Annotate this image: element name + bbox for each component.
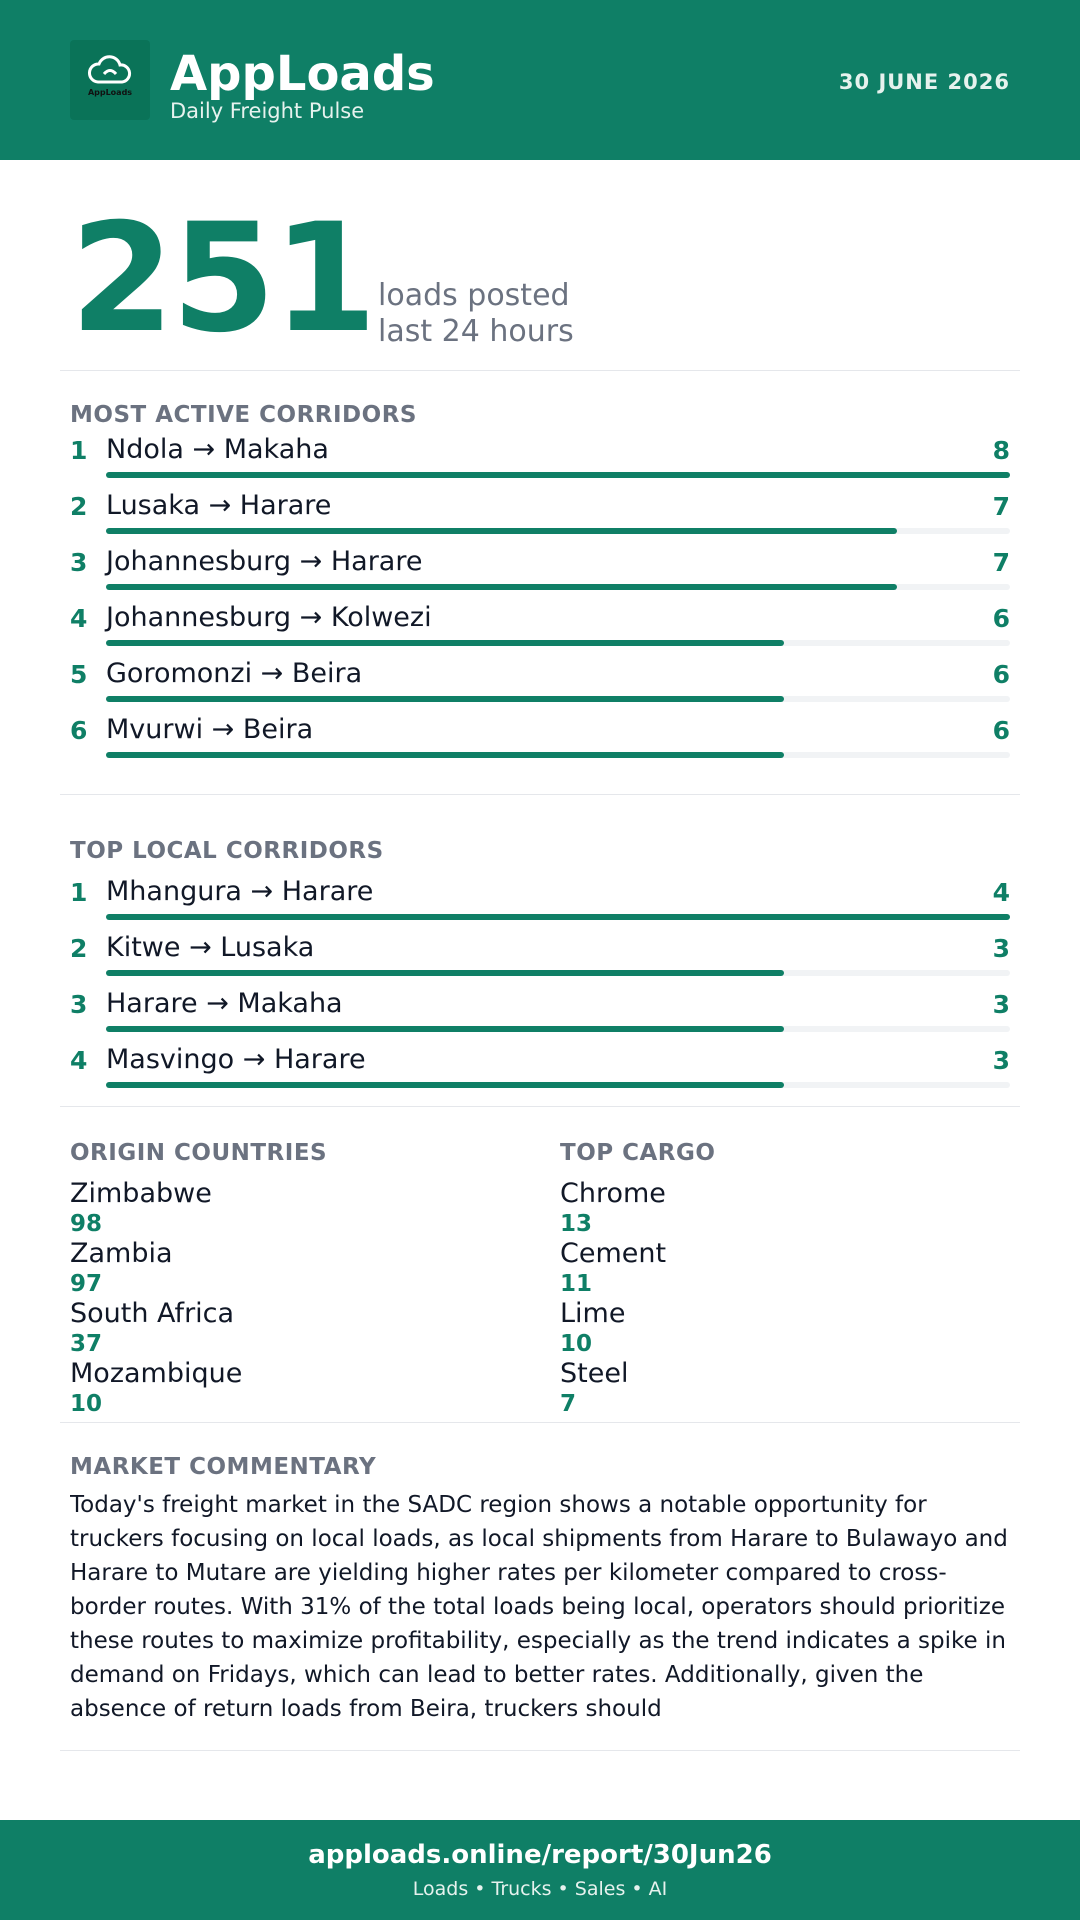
corridor-rank: 1 [70,878,88,907]
stat-value: 37 [70,1331,103,1357]
stat-name: Zambia [70,1238,173,1269]
stat-name: Lime [560,1298,626,1329]
corridor-bar [106,528,897,534]
corridor-bar-track [106,584,1010,590]
corridor-count: 7 [992,548,1010,577]
corridor-row [70,436,1010,492]
corridor-rank: 3 [70,548,88,577]
loads-caption-line1: loads posted [378,278,570,313]
origin-countries-title: ORIGIN COUNTRIES [70,1140,328,1166]
corridor-row [70,492,1010,548]
stat-name: Mozambique [70,1358,243,1389]
corridor-rank: 2 [70,934,88,963]
stat-value: 10 [70,1391,103,1417]
corridor-bar [106,970,784,976]
corridor-count: 3 [992,990,1010,1019]
origin-list [70,1178,510,1418]
corridor-bar-track [106,528,1010,534]
most-active-title: MOST ACTIVE CORRIDORS [70,402,417,428]
corridor-bar [106,752,784,758]
corridor-bar [106,1082,784,1088]
stat-value: 11 [560,1271,593,1297]
stat-value: 97 [70,1271,103,1297]
corridor-route: Masvingo → Harare [106,1044,366,1075]
corridor-bar-track [106,472,1010,478]
header-bar [0,0,1080,160]
commentary-text: Today's freight market in the SADC region shows a notable opportunity for truckers focusing on local loads, as local shipments from Harare to Bulawayo and Harare to Mutare are yielding higher rates per kilometer compared to cross-border routes. With 31% of the total loads being local, operators should prioritize these routes to maximize profitability, especially as the trend indicates a spike in demand on Fridays, which can lead to better rates. Additionally, given the absence of return loads from Beira, truckers should [70,1492,1008,1722]
loads-caption-line2: last 24 hours [378,314,574,349]
stat-name: Steel [560,1358,629,1389]
corridor-rank: 4 [70,604,88,633]
corridor-route: Ndola → Makaha [106,434,329,465]
corridor-count: 3 [992,934,1010,963]
cloud-icon [86,54,134,88]
divider [60,1106,1020,1107]
commentary-title: MARKET COMMENTARY [70,1454,377,1480]
corridor-route: Johannesburg → Kolwezi [106,602,432,633]
origin-countries [70,1138,510,1418]
logo-text: AppLoads [87,88,133,97]
top-cargo [560,1138,1000,1418]
corridor-route: Johannesburg → Harare [106,546,423,577]
corridor-count: 3 [992,1046,1010,1075]
corridor-row [70,548,1010,604]
corridor-rank: 6 [70,716,88,745]
stat-name: South Africa [70,1298,235,1329]
corridor-rank: 4 [70,1046,88,1075]
footer-bar [0,1820,1080,1920]
corridor-bar-track [106,640,1010,646]
corridor-bar-track [106,1082,1010,1088]
corridor-rank: 3 [70,990,88,1019]
corridor-rank: 5 [70,660,88,689]
corridor-row [70,934,1010,990]
logo [70,40,150,120]
corridor-rank: 1 [70,436,88,465]
corridor-row [70,990,1010,1046]
top-local-title: TOP LOCAL CORRIDORS [70,838,384,864]
corridor-route: Mvurwi → Beira [106,714,314,745]
divider [60,370,1020,371]
corridor-count: 6 [992,716,1010,745]
corridor-count: 4 [992,878,1010,907]
corridor-count: 6 [992,660,1010,689]
footer-tagline: Loads • Trucks • Sales • AI [412,1878,668,1900]
stat-name: Cement [560,1238,667,1269]
corridor-route: Lusaka → Harare [106,490,332,521]
corridor-row [70,1046,1010,1102]
divider [60,1750,1020,1751]
brand-tagline: Daily Freight Pulse [170,99,365,123]
corridor-route: Mhangura → Harare [106,876,374,907]
corridor-bar-track [106,752,1010,758]
corridor-row [70,878,1010,934]
corridor-row [70,660,1010,716]
stat-value: 13 [560,1211,593,1237]
loads-caption [378,278,574,350]
loads-count: 251 [70,192,375,366]
corridor-bar [106,696,784,702]
corridor-bar [106,584,897,590]
corridor-bar [106,472,1010,478]
corridor-count: 8 [992,436,1010,465]
stat-value: 7 [560,1391,577,1417]
stat-name: Zimbabwe [70,1178,212,1209]
stat-value: 10 [560,1331,593,1357]
report-date: 30 JUNE 2026 [838,70,1010,94]
corridor-row [70,716,1010,772]
corridor-bar [106,1026,784,1032]
corridor-route: Kitwe → Lusaka [106,932,315,963]
divider [60,794,1020,795]
stat-value: 98 [70,1211,103,1237]
corridor-route: Goromonzi → Beira [106,658,363,689]
cargo-list [560,1178,1000,1418]
corridor-count: 6 [992,604,1010,633]
corridor-bar-track [106,914,1010,920]
corridor-route: Harare → Makaha [106,988,343,1019]
corridor-bar [106,914,1010,920]
divider [60,1422,1020,1423]
corridor-bar-track [106,696,1010,702]
top-cargo-title: TOP CARGO [560,1140,716,1166]
corridor-bar [106,640,784,646]
stat-name: Chrome [560,1178,666,1209]
corridor-bar-track [106,970,1010,976]
report-link[interactable]: apploads.online/report/30Jun26 [308,1840,772,1870]
corridor-rank: 2 [70,492,88,521]
corridor-bar-track [106,1026,1010,1032]
corridor-count: 7 [992,492,1010,521]
corridor-row [70,604,1010,660]
brand-name: AppLoads [170,46,435,102]
